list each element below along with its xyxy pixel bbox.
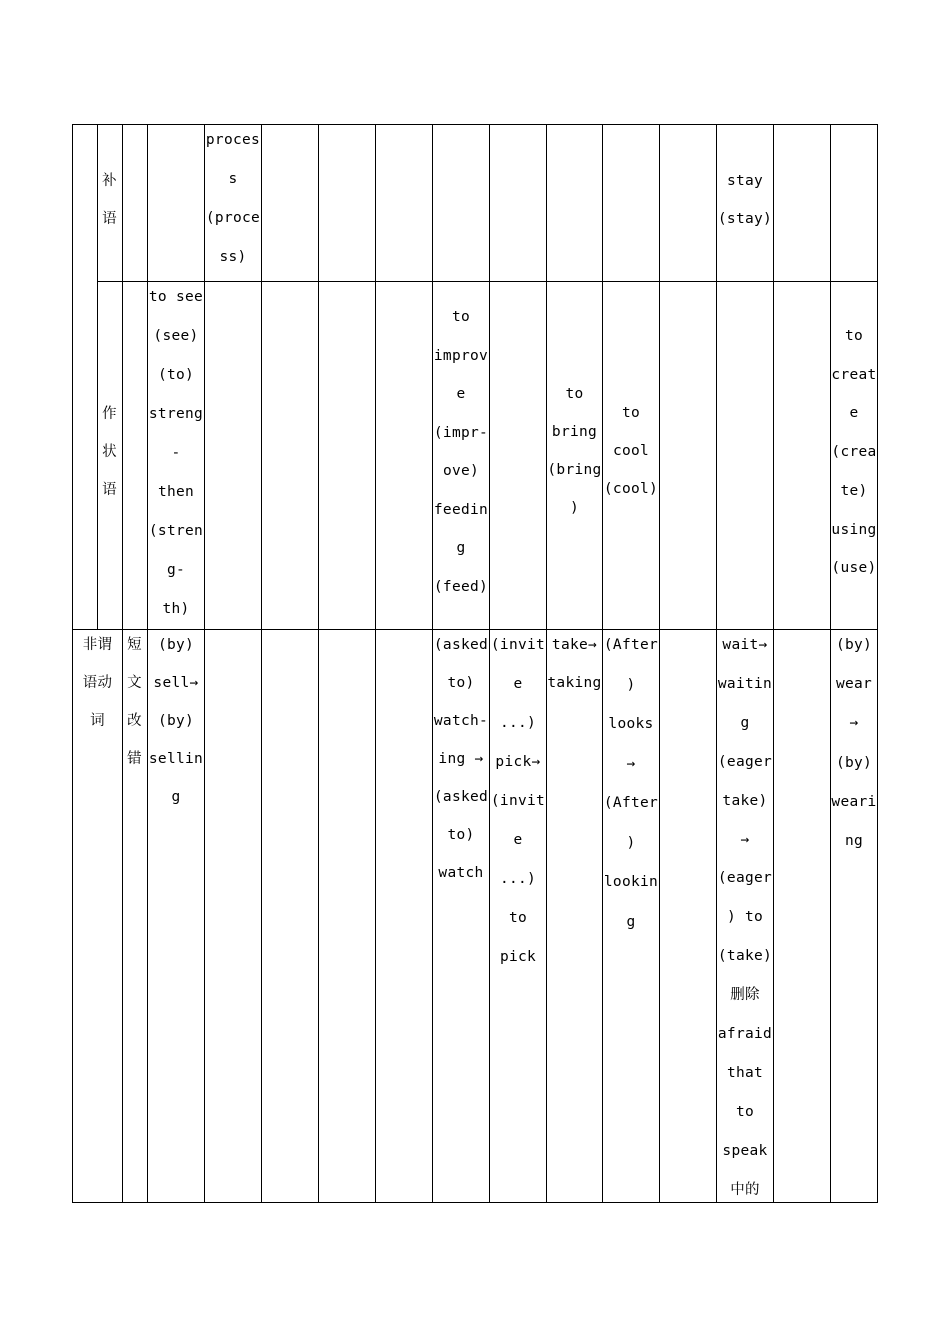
row-label-nonfinite — [73, 626, 122, 740]
nonfinite-cell-c8-text: (invit e ...) pick→ (invit e ...) to pick — [490, 637, 546, 965]
grid-line-v4 — [204, 124, 205, 1203]
grid-line-v14 — [773, 124, 774, 1203]
adverbial-cell-c7-text: to improv e (impr- ove) feedin g (feed) — [433, 309, 489, 595]
nonfinite-cell-c7 — [433, 626, 489, 892]
complement-cell-c12 — [717, 162, 773, 238]
row-sublabel-error-correction — [122, 626, 147, 778]
adverbial-cell-c14-text: to creat e (crea te) using (use) — [831, 328, 877, 577]
grid-line-v7 — [375, 124, 376, 1203]
row-label-adverbial-text: 作 状 语 — [102, 406, 117, 498]
nonfinite-cell-c12-text: wait→ waitin g (eager take) → (eager ) to (take) 删除 afraid that to speak 中的 — [717, 637, 773, 1198]
grid-line-v16 — [877, 124, 878, 1203]
row-label-complement — [97, 162, 122, 238]
nonfinite-cell-c12 — [717, 626, 773, 1210]
row-label-nonfinite-text: 非谓 语动 词 — [82, 637, 113, 729]
nonfinite-cell-c14 — [831, 626, 877, 861]
adverbial-cell-c2-text: to see (see) (to) streng - then (stren g- th) — [148, 289, 204, 617]
adverbial-cell-c10-text: to cool (cool) — [603, 405, 659, 497]
grid-line-top — [72, 124, 878, 125]
nonfinite-cell-c2 — [148, 626, 204, 816]
adverbial-cell-c2 — [148, 278, 204, 629]
adverbial-cell-c10 — [603, 394, 659, 508]
grid-line-v6 — [318, 124, 319, 1203]
nonfinite-cell-c7-text: (asked to) watch- ing → (asked to) watch — [433, 637, 489, 881]
grid-line-v12 — [659, 124, 660, 1203]
adverbial-cell-c14 — [831, 317, 877, 588]
nonfinite-cell-c14-text: (by) wear → (by) weari ng — [831, 637, 877, 850]
nonfinite-cell-c9-text: take→ taking — [547, 637, 602, 691]
row-label-adverbial — [97, 395, 122, 509]
complement-cell-c3-text: proces s (proce ss) — [205, 132, 261, 265]
nonfinite-cell-c8 — [490, 626, 546, 977]
grid-line-row1-bottom — [97, 281, 878, 282]
grid-line-v5 — [261, 124, 262, 1203]
nonfinite-cell-c10-text: (After ) looks → (After ) lookin g — [603, 637, 659, 930]
row-sublabel-error-correction-text: 短 文 改 错 — [127, 637, 142, 767]
adverbial-cell-c9-text: to bring (bring ) — [547, 386, 602, 516]
adverbial-cell-c9 — [547, 375, 602, 527]
complement-cell-c12-text: stay (stay) — [717, 173, 773, 227]
nonfinite-cell-c10 — [603, 626, 659, 942]
complement-cell-c3 — [205, 121, 261, 277]
nonfinite-cell-c9 — [547, 626, 602, 702]
nonfinite-cell-c2-text: (by) sell→ (by) sellin g — [148, 637, 204, 805]
row-label-complement-text: 补 语 — [102, 173, 117, 227]
adverbial-cell-c7 — [433, 298, 489, 606]
